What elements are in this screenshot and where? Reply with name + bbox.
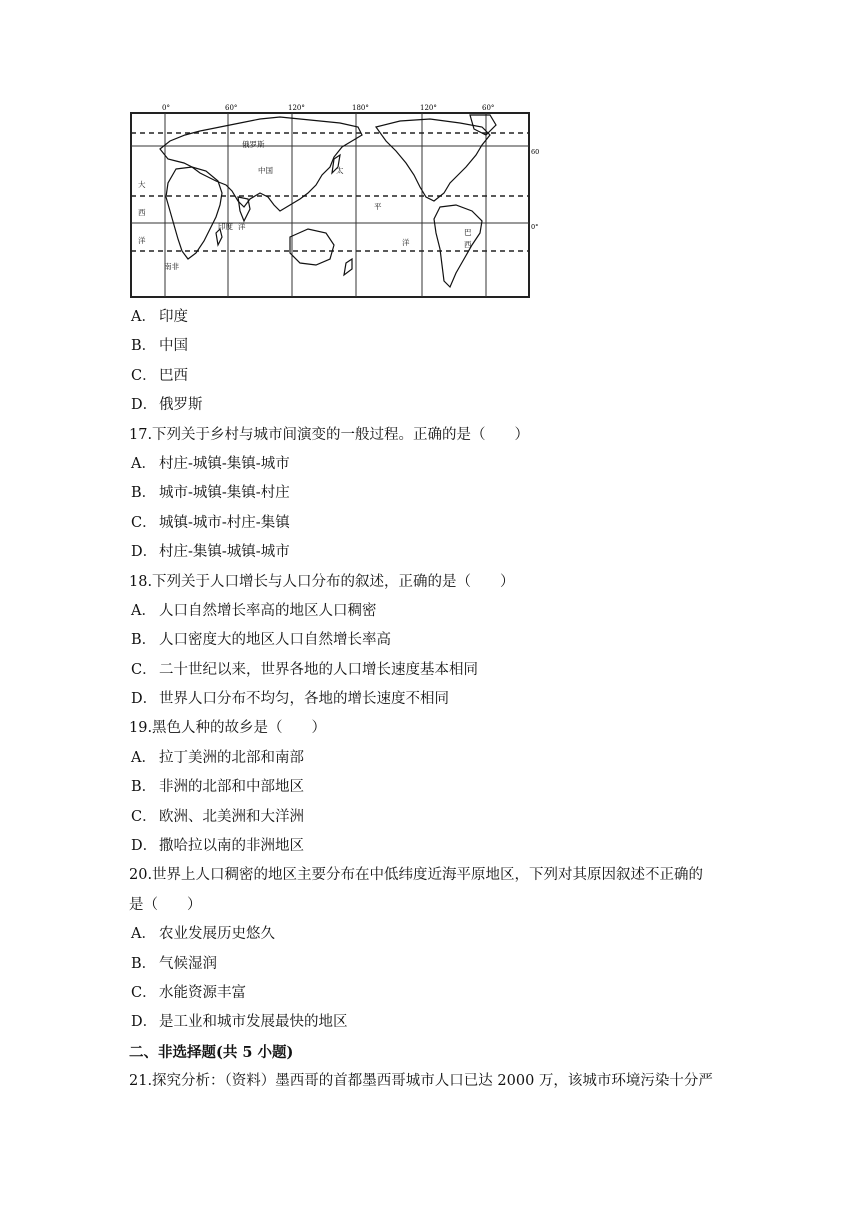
q20-option-b[interactable]: B． 气候湿润 [131, 955, 217, 972]
q19-option-d[interactable]: D． 撒哈拉以南的非洲地区 [131, 838, 304, 855]
map-region-label: 西 [138, 208, 146, 217]
map-top-label: 60° [482, 104, 495, 112]
map-region-label: 中国 [258, 166, 273, 175]
map-grid [131, 113, 529, 297]
map-top-label: 0° [162, 104, 170, 112]
q20-stem-line1: 20.世界上人口稠密的地区主要分布在中低纬度近海平原地区，下列对其原因叙述不正确的 [129, 867, 704, 884]
q17-stem: 17.下列关于乡村与城市间演变的一般过程。正确的是（ ） [129, 426, 530, 443]
q18-option-b[interactable]: B． 人口密度大的地区人口自然增长率高 [131, 632, 391, 649]
q18-option-d[interactable]: D． 世界人口分布不均匀，各地的增长速度不相同 [131, 691, 449, 708]
q19-stem: 19.黑色人种的故乡是（ ） [129, 720, 327, 737]
q17-option-b[interactable]: B． 城市-城镇-集镇-村庄 [131, 485, 290, 502]
q19-option-a[interactable]: A． 拉丁美洲的北部和南部 [131, 749, 304, 766]
map-region-label: 洋 [402, 238, 410, 247]
section-heading: 二、非选择题(共 5 小题) [129, 1043, 294, 1061]
map-region-label: 巴 [464, 228, 472, 237]
q18-option-c[interactable]: C． 二十世纪以来，世界各地的人口增长速度基本相同 [131, 661, 478, 678]
map-frame [131, 113, 529, 297]
map-right-label: 60 [531, 148, 540, 156]
map-continents [160, 115, 496, 287]
map-top-label: 120° [420, 104, 437, 112]
map-top-label: 60° [225, 104, 238, 112]
q16-option-a[interactable]: A． 印度 [131, 309, 188, 325]
map-top-label: 180° [352, 104, 369, 112]
q16-option-b[interactable]: B． 中国 [131, 338, 188, 355]
q18-stem: 18.下列关于人口增长与人口分布的叙述，正确的是（ ） [129, 573, 515, 590]
q17-option-d[interactable]: D． 村庄-集镇-城镇-城市 [131, 544, 290, 561]
q18-option-a[interactable]: A． 人口自然增长率高的地区人口稠密 [131, 602, 377, 619]
map-region-label: 平 [374, 202, 382, 211]
map-region-label: 印度 [218, 222, 233, 231]
map-top-label: 120° [288, 104, 305, 112]
q20-stem-line2: 是（ ） [129, 896, 202, 913]
map-region-label: 洋 [238, 222, 246, 231]
q19-option-b[interactable]: B． 非洲的北部和中部地区 [131, 779, 304, 796]
map-region-label: 俄罗斯 [242, 140, 265, 149]
q20-option-d[interactable]: D． 是工业和城市发展最快的地区 [131, 1014, 348, 1031]
map-region-label: 洋 [138, 236, 146, 245]
q19-option-c[interactable]: C． 欧洲、北美洲和大洋洲 [131, 808, 304, 825]
map-region-label: 大 [138, 180, 146, 189]
q17-option-c[interactable]: C． 城镇-城市-村庄-集镇 [131, 514, 290, 531]
q20-option-c[interactable]: C． 水能资源丰富 [131, 984, 246, 1001]
q17-option-a[interactable]: A． 村庄-城镇-集镇-城市 [131, 455, 290, 472]
question-list [129, 303, 829, 1097]
map-right-label: 0° [531, 223, 539, 231]
q21-stem-line1: 21.探究分析：（资料）墨西哥的首都墨西哥城市人口已达 2000 万，该城市环境污染十分严 [129, 1073, 713, 1090]
world-map-figure [130, 101, 540, 299]
map-region-label: 西 [464, 240, 472, 249]
q16-option-c[interactable]: C． 巴西 [131, 367, 188, 384]
map-region-label: 南非 [164, 262, 179, 271]
map-region-label: 太 [336, 166, 344, 175]
q16-option-d[interactable]: D． 俄罗斯 [131, 397, 203, 414]
q20-option-a[interactable]: A． 农业发展历史悠久 [131, 926, 275, 943]
